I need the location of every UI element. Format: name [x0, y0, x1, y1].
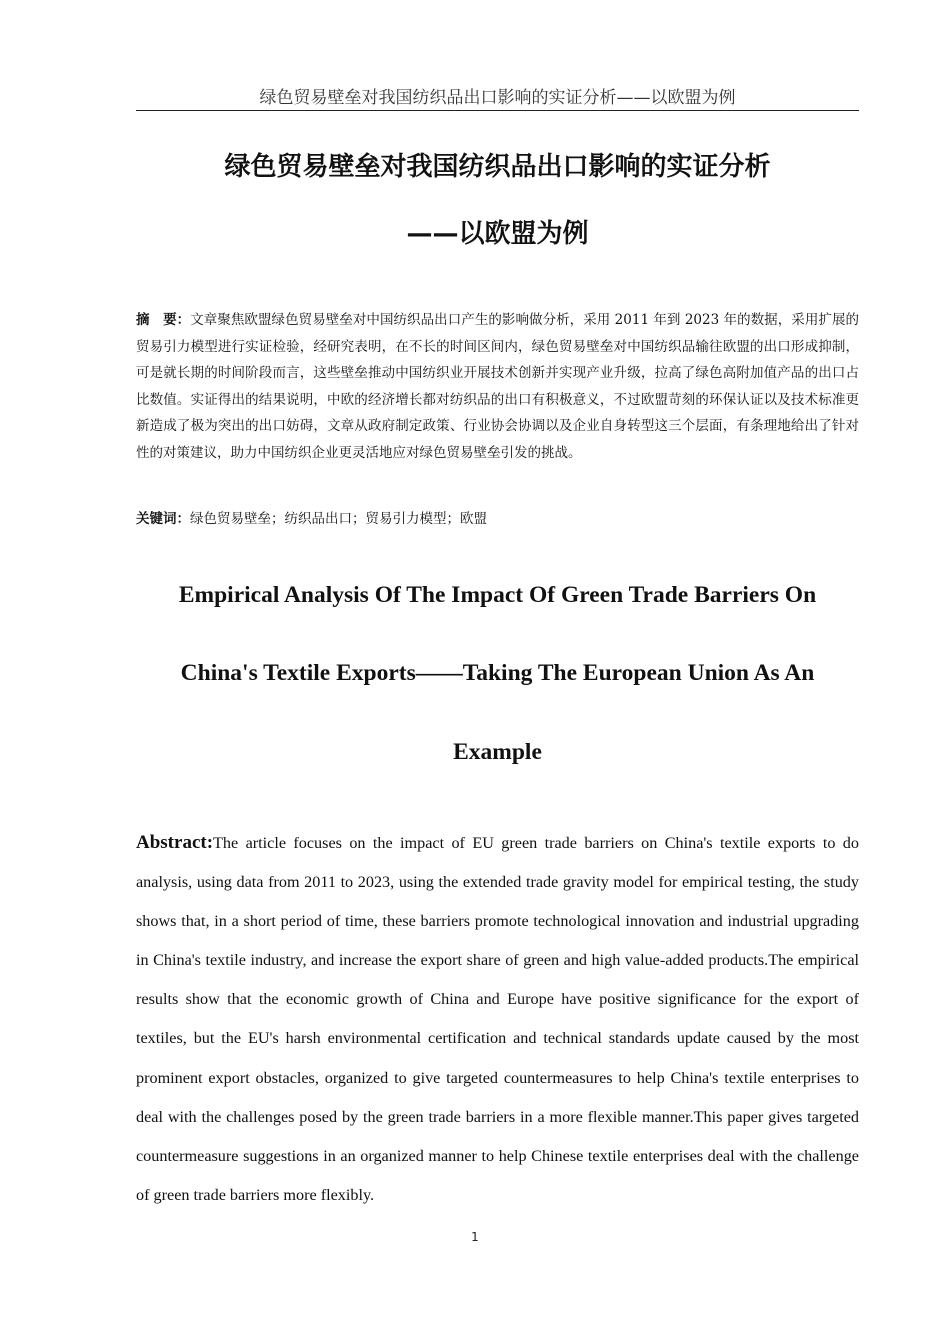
chinese-keywords [136, 506, 859, 533]
english-title-line-3: Example [453, 739, 542, 765]
chinese-title-line-1: 绿色贸易壁垒对我国纺织品出口影响的实证分析 [224, 152, 771, 182]
chinese-title-line-2: ——以欧盟为例 [406, 219, 589, 249]
chinese-keywords-label: 关键词： [136, 511, 190, 527]
chinese-abstract-label: 摘 要： [136, 312, 191, 328]
chinese-abstract-text: 文章聚焦欧盟绿色贸易壁垒对中国纺织品出口产生的影响做分析，采用 2011 年到 2023 年的数据，采用扩展的贸易引力模型进行实证检验，经研究表明，在不长的时间区间内，绿色贸易壁垒对中国纺织品输往欧盟的出口形成抑制，可是就长期的时间阶段而言，这些壁垒推动中国纺织业开展技术创新并实现产业升级，拉高了绿色高附加值产品的出口占比数值。实证得出的结果说明，中欧的经济增长都对纺织品的出口有积极意义，不过欧盟苛刻的环保认证以及技术标准更新造成了极为突出的出口妨碍，文章从政府制定政策、行业协会协调以及企业自身转型这三个层面，有条理地给出了针对性的对策建议，助力中国纺织企业更灵活地应对绿色贸易壁垒引发的挑战。 [136, 312, 859, 461]
english-title-line-2: China's Textile Exports——Taking The European Union As An [180, 660, 815, 686]
english-abstract [136, 823, 859, 1215]
chinese-abstract [136, 307, 859, 466]
english-abstract-text: The article focuses on the impact of EU green trade barriers on China's textile exports to do analysis, using data from 2011 to 2023, using the extended trade gravity model for empirical testing, the study shows that, in a short period of time, these barriers promote technological innovation and industrial upgrading in China's textile industry, and increase the export share of green and high value-added products.The empirical results show that the economic growth of China and Europe have positive significance for the export of textiles, but the EU's harsh environmental certification and technical standards update caused by the most prominent export obstacles, organized to give targeted countermeasures to help China's textile enterprises to deal with the challenges posed by the green trade barriers in a more flexible manner.This paper gives targeted countermeasure suggestions in an organized manner to help Chinese textile enterprises deal with the challenge of green trade barriers more flexibly. [136, 834, 859, 1204]
english-title-line-1: Empirical Analysis Of The Impact Of Green Trade Barriers On [178, 582, 817, 608]
page-number: 1 [471, 1230, 479, 1244]
running-header: 绿色贸易壁垒对我国纺织品出口影响的实证分析——以欧盟为例 [136, 86, 859, 111]
english-abstract-label: Abstract: [136, 832, 214, 853]
chinese-keywords-text: 绿色贸易壁垒；纺织品出口；贸易引力模型；欧盟 [190, 511, 487, 527]
